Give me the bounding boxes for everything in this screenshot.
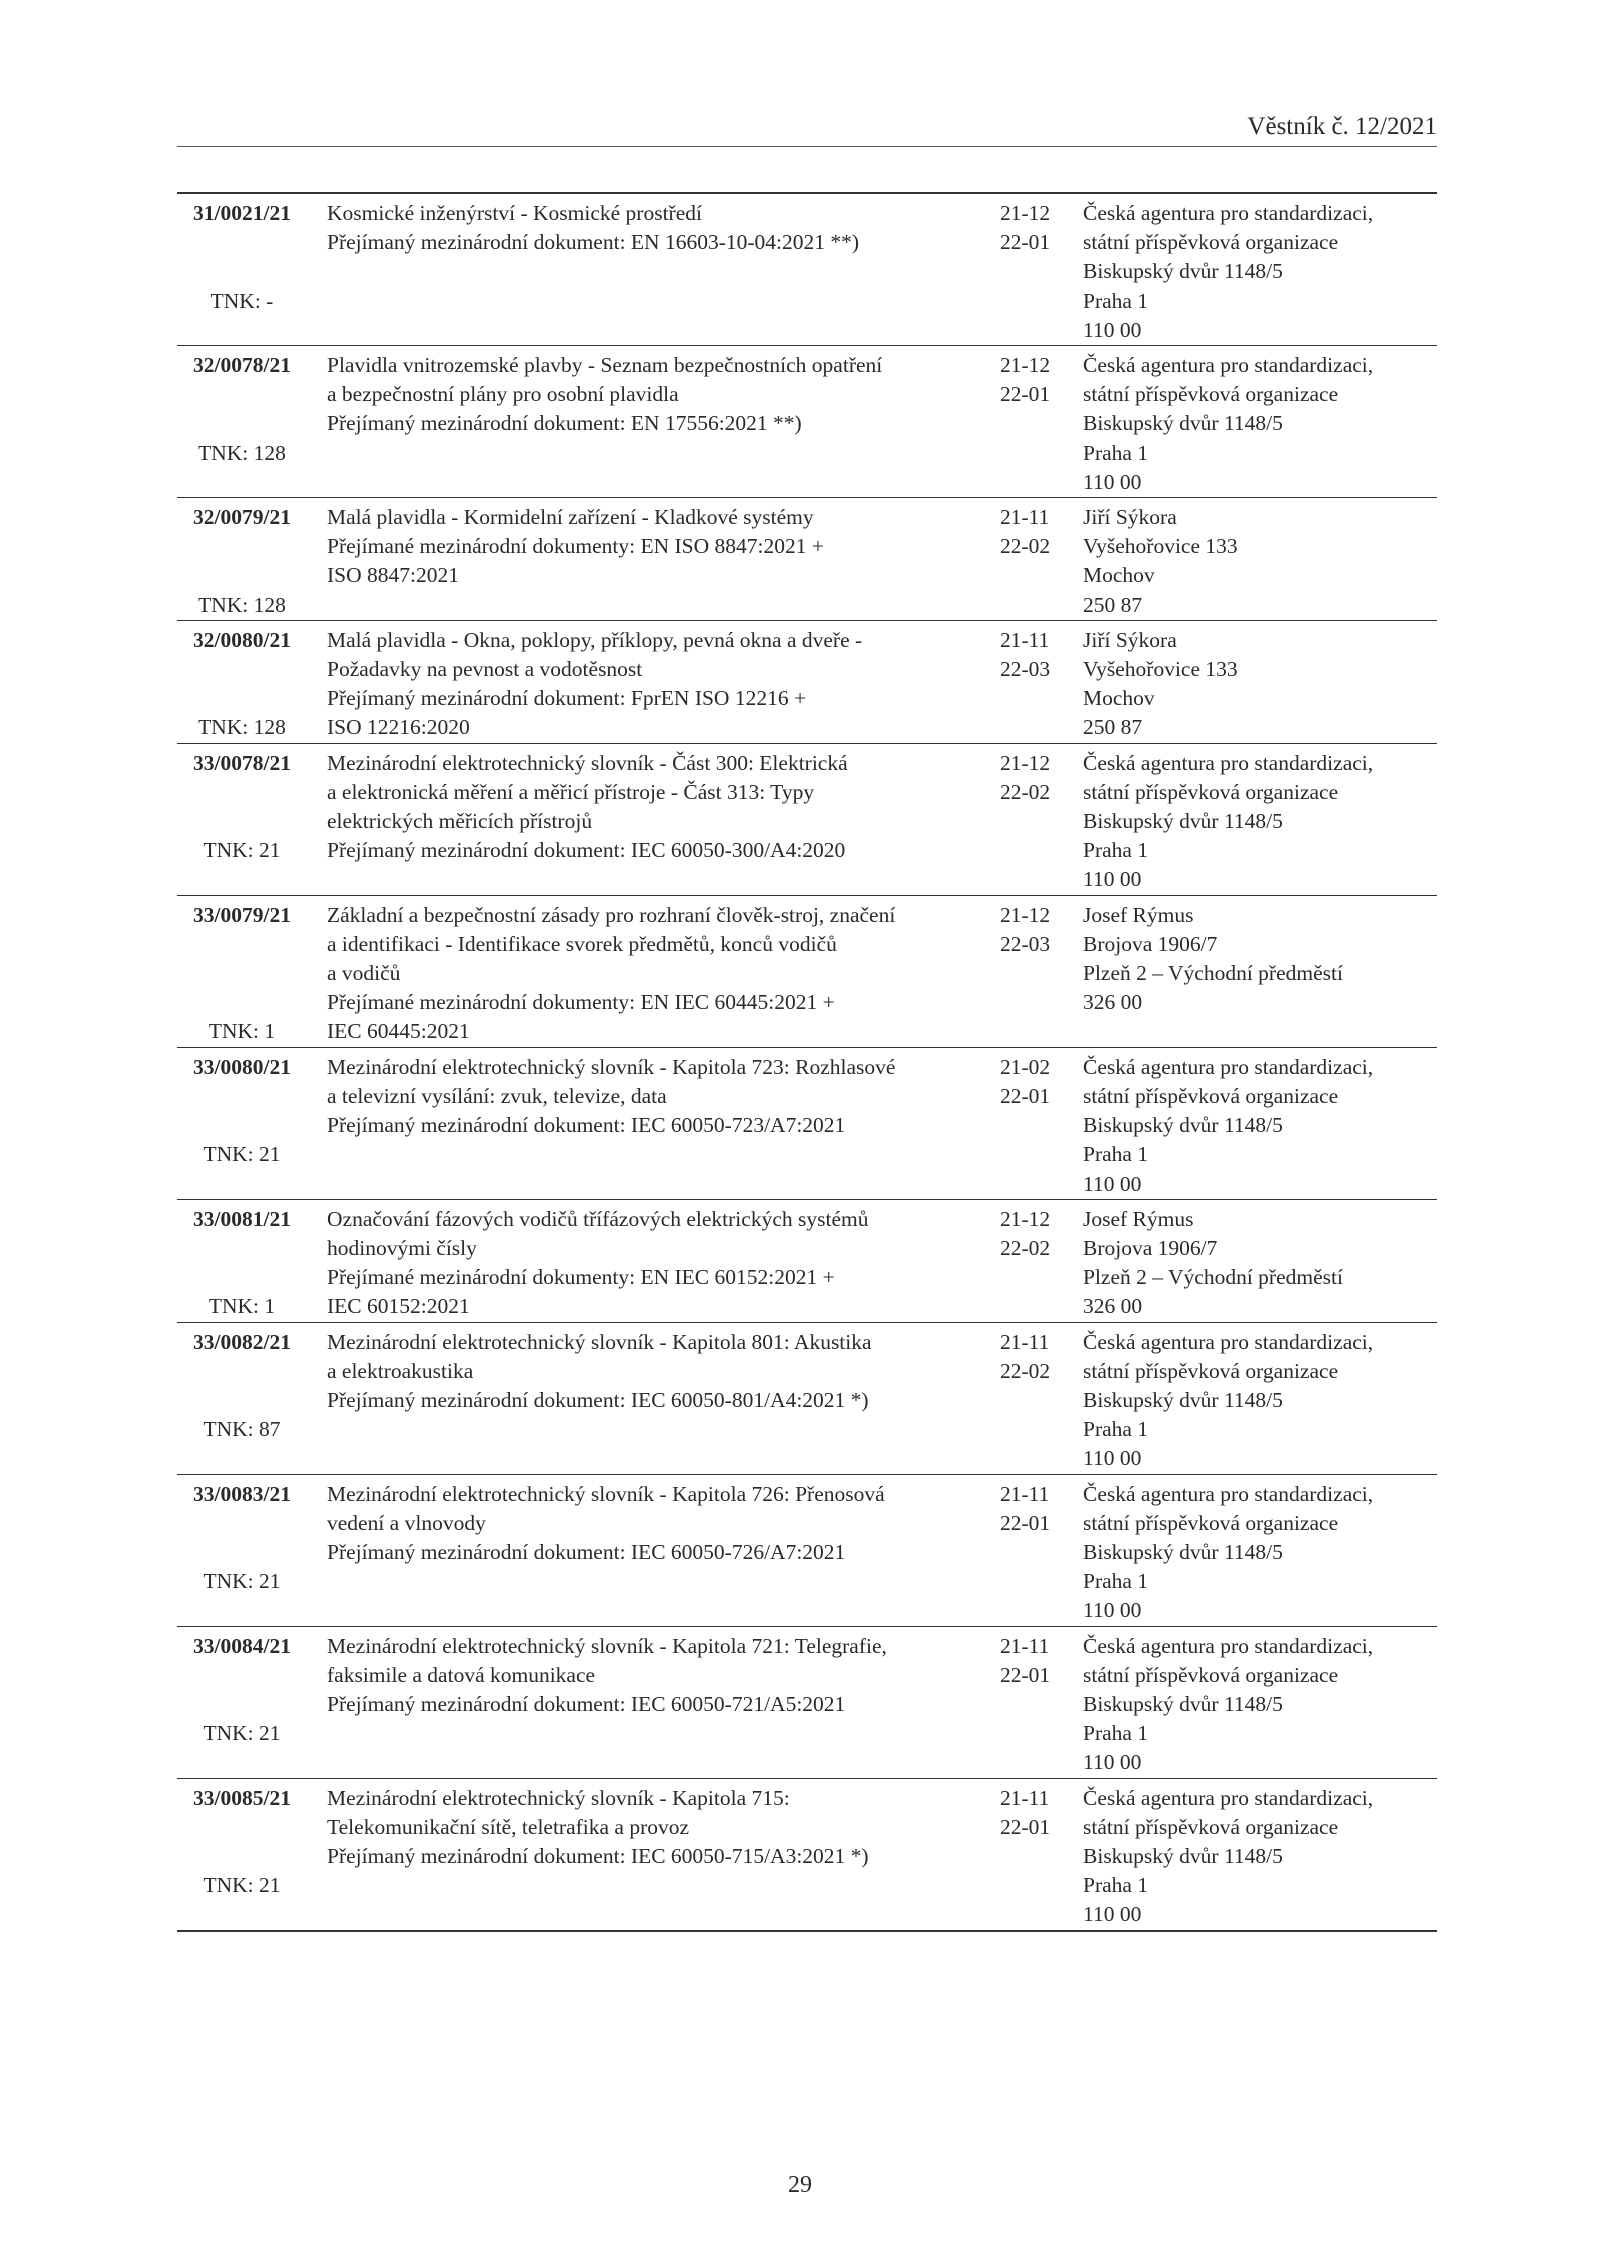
entry-title-line: IEC 60152:2021 [327,1294,470,1319]
entry-title-line: Přejímaný mezinárodní dokument: IEC 60050-801/A4:2021 *) [327,1387,869,1412]
entry-number: 32/0080/21 [193,627,291,652]
entry-id-cell [177,498,307,621]
entry-date: 22-01 [1000,1814,1051,1839]
entry-title-line: ISO 12216:2020 [327,715,470,740]
entry-title-cell [307,1778,990,1931]
entry-address-cell [1075,193,1437,346]
entry-title-line: Telekomunikační sítě, teletrafika a provoz [327,1814,690,1839]
entry-title-line: Mezinárodní elektrotechnický slovník - Kapitola 715: [327,1785,790,1810]
entry-id-cell [177,346,307,498]
entry-address-cell [1075,743,1437,895]
entry-id-block [177,1328,307,1445]
entry-title-line: Přejímaný mezinárodní dokument: EN 16603-10-04:2021 **) [327,230,860,255]
entry-address-cell [1075,1626,1437,1778]
entry-title-line: a bezpečnostní plány pro osobní plavidla [327,382,679,407]
entry-title-line: a elektronická měření a měřicí přístroje - Část 313: Typy [327,779,815,804]
entry-date: 22-01 [1000,1510,1051,1535]
tnk-code: TNK: 87 [203,1417,281,1442]
entry-title-line: Přejímané mezinárodní dokumenty: EN IEC 60445:2021 + [327,990,835,1015]
entry-id-cell [177,193,307,346]
address-line: Česká agentura pro standardizaci, [1083,353,1374,378]
tnk-code: TNK: 128 [198,715,286,740]
entry-dates-cell [990,1322,1075,1474]
entry-title-line: faksimile a datová komunikace [327,1662,596,1687]
address-line: Biskupský dvůr 1148/5 [1083,1539,1283,1564]
table-row [177,895,1437,1047]
address-line: Biskupský dvůr 1148/5 [1083,1843,1283,1868]
table-row [177,620,1437,743]
entry-date: 22-02 [1000,779,1051,804]
entry-dates-cell [990,346,1075,498]
table-row [177,1199,1437,1322]
entry-id-block [177,626,307,743]
entry-title-cell [307,498,990,621]
entry-id-block [177,199,307,316]
entry-date: 21-12 [1000,201,1051,225]
tnk-code: TNK: 21 [203,1721,281,1746]
entry-date: 21-11 [1000,1785,1050,1810]
table-row [177,498,1437,621]
entry-address-cell [1075,1322,1437,1474]
entry-title-line: a identifikaci - Identifikace svorek předmětů, konců vodičů [327,931,837,956]
entry-title-line: Přejímaný mezinárodní dokument: FprEN ISO 12216 + [327,686,807,711]
address-line: 326 00 [1083,1294,1143,1319]
entry-id-cell [177,1199,307,1322]
entry-date: 22-01 [1000,1083,1051,1108]
entry-date: 22-01 [1000,230,1051,255]
entry-number: 33/0084/21 [193,1633,291,1658]
entry-id-cell [177,620,307,743]
bulletin-title: Věstník č. 12/2021 [1247,113,1437,140]
entry-date: 21-11 [1000,1481,1050,1506]
entry-date: 21-12 [1000,1206,1051,1231]
address-line: státní příspěvková organizace [1083,779,1339,804]
table-row [177,743,1437,895]
table-row [177,1474,1437,1626]
entry-id-block [177,1632,307,1749]
address-line: 110 00 [1083,1446,1142,1471]
entry-dates-cell [990,1626,1075,1778]
address-line: státní příspěvková organizace [1083,1510,1339,1535]
entry-id-block [177,1480,307,1597]
address-line: Josef Rýmus [1083,1206,1194,1231]
entry-id-cell [177,1778,307,1931]
entry-number: 33/0079/21 [193,902,291,927]
entry-title-cell [307,620,990,743]
entry-title-line: Požadavky na pevnost a vodotěsnost [327,657,643,682]
address-line: Mochov [1083,686,1155,711]
entry-date: 21-11 [1000,627,1050,652]
entry-date: 21-12 [1000,750,1051,775]
tnk-code: TNK: 21 [203,838,281,863]
entry-dates-cell [990,1474,1075,1626]
entry-title-line: Mezinárodní elektrotechnický slovník - Kapitola 723: Rozhlasové [327,1054,896,1079]
address-line: 250 87 [1083,715,1143,740]
table-row [177,1322,1437,1474]
entry-title-cell [307,346,990,498]
entry-number: 33/0081/21 [193,1206,291,1231]
address-line: Josef Rýmus [1083,902,1194,927]
entry-id-cell [177,1047,307,1199]
entry-number: 33/0082/21 [193,1329,291,1354]
entry-date: 21-12 [1000,902,1051,927]
entry-title-line: Označování fázových vodičů třífázových elektrických systémů [327,1206,869,1231]
entry-title-cell [307,1626,990,1778]
address-line: Praha 1 [1083,838,1149,863]
address-line: 110 00 [1083,1171,1142,1196]
address-line: státní příspěvková organizace [1083,1662,1339,1687]
entry-id-block [177,749,307,866]
entry-date: 22-02 [1000,1235,1051,1260]
entry-dates-cell [990,1199,1075,1322]
address-line: 326 00 [1083,990,1143,1015]
entry-number: 31/0021/21 [193,201,291,225]
entry-title-line: ISO 8847:2021 [327,563,459,588]
entry-title-line: Přejímaný mezinárodní dokument: IEC 60050-723/A7:2021 [327,1113,846,1138]
entry-address-cell [1075,1047,1437,1199]
entry-number: 33/0083/21 [193,1481,291,1506]
entry-title-line: a televizní vysílání: zvuk, televize, data [327,1083,667,1108]
entry-id-cell [177,1626,307,1778]
entry-title-line: elektrických měřicích přístrojů [327,809,593,834]
address-line: 250 87 [1083,592,1143,617]
address-line: Biskupský dvůr 1148/5 [1083,411,1283,436]
table-row [177,193,1437,346]
address-line: státní příspěvková organizace [1083,1083,1339,1108]
address-line: Biskupský dvůr 1148/5 [1083,809,1283,834]
address-line: 110 00 [1083,1598,1142,1623]
entry-number: 33/0078/21 [193,750,291,775]
address-line: Praha 1 [1083,1417,1149,1442]
address-line: Biskupský dvůr 1148/5 [1083,1113,1283,1138]
tnk-code: TNK: 21 [203,1873,281,1898]
entry-id-cell [177,1322,307,1474]
entry-title-line: IEC 60445:2021 [327,1019,470,1044]
entry-title-cell [307,1322,990,1474]
entry-id-block [177,503,307,620]
address-line: Česká agentura pro standardizaci, [1083,201,1374,225]
entry-address-cell [1075,1778,1437,1931]
entry-date: 22-01 [1000,1662,1051,1687]
address-line: Biskupský dvůr 1148/5 [1083,1387,1283,1412]
entry-title-line: vedení a vlnovody [327,1510,486,1535]
address-line: Praha 1 [1083,440,1149,465]
entry-title-line: a elektroakustika [327,1358,474,1383]
entry-address-cell [1075,895,1437,1047]
entry-dates-cell [990,1778,1075,1931]
address-line: státní příspěvková organizace [1083,382,1339,407]
entry-number: 32/0078/21 [193,353,291,378]
entry-title-line: Malá plavidla - Okna, poklopy, příklopy, pevná okna a dveře - [327,627,863,652]
entry-id-cell [177,743,307,895]
entry-title-line: a vodičů [327,961,401,986]
address-line: Česká agentura pro standardizaci, [1083,1633,1374,1658]
address-line: Plzeň 2 – Východní předměstí [1083,961,1343,986]
standards-table [177,192,1437,1932]
entry-address-cell [1075,620,1437,743]
entry-title-line: Přejímaný mezinárodní dokument: IEC 60050-726/A7:2021 [327,1539,846,1564]
address-line: Praha 1 [1083,1142,1149,1167]
address-line: Praha 1 [1083,1721,1149,1746]
entry-date: 22-01 [1000,382,1051,407]
tnk-code: TNK: 21 [203,1569,281,1594]
entry-date: 21-11 [1000,1633,1050,1658]
table-row [177,1626,1437,1778]
address-line: Vyšehořovice 133 [1083,657,1238,682]
entry-id-block [177,351,307,468]
address-line: Praha 1 [1083,1873,1149,1898]
address-line: Česká agentura pro standardizaci, [1083,1481,1374,1506]
entry-title-cell [307,743,990,895]
entry-id-block [177,1205,307,1322]
entry-date: 22-02 [1000,534,1051,559]
entry-id-cell [177,1474,307,1626]
entry-title-line: Mezinárodní elektrotechnický slovník - Část 300: Elektrická [327,750,848,775]
address-line: státní příspěvková organizace [1083,230,1339,255]
address-line: Mochov [1083,563,1155,588]
entry-title-line: Plavidla vnitrozemské plavby - Seznam bezpečnostních opatření [327,353,883,378]
standards-table-body [177,193,1437,1931]
tnk-code: TNK: - [210,288,274,313]
entry-number: 32/0079/21 [193,505,291,530]
page-header [177,112,1437,147]
entry-title-cell [307,1047,990,1199]
tnk-code: TNK: 1 [208,1019,276,1044]
table-row [177,1047,1437,1199]
entry-title-line: Základní a bezpečnostní zásady pro rozhraní člověk-stroj, značení [327,902,896,927]
table-row [177,1778,1437,1931]
entry-date: 21-12 [1000,353,1051,378]
entry-address-cell [1075,498,1437,621]
address-line: 110 00 [1083,1750,1142,1775]
entry-title-line: Mezinárodní elektrotechnický slovník - Kapitola 801: Akustika [327,1329,872,1354]
address-line: 110 00 [1083,1902,1142,1927]
entry-number: 33/0085/21 [193,1785,291,1810]
tnk-code: TNK: 128 [198,592,286,617]
entry-title-line: Malá plavidla - Kormidelní zařízení - Kladkové systémy [327,505,814,530]
entry-date: 22-03 [1000,657,1051,682]
entry-date: 22-03 [1000,931,1051,956]
entry-title-line: Kosmické inženýrství - Kosmické prostředí [327,201,702,225]
address-line: Česká agentura pro standardizaci, [1083,750,1374,775]
entry-title-cell [307,895,990,1047]
address-line: Jiří Sýkora [1083,505,1177,530]
tnk-code: TNK: 21 [203,1142,281,1167]
address-line: Biskupský dvůr 1148/5 [1083,259,1283,284]
entry-title-line: Přejímaný mezinárodní dokument: EN 17556:2021 **) [327,411,802,436]
address-line: 110 00 [1083,867,1142,892]
entry-title-line: Přejímaný mezinárodní dokument: IEC 60050-721/A5:2021 [327,1691,846,1716]
table-row [177,346,1437,498]
tnk-code: TNK: 128 [198,440,286,465]
entry-date: 21-11 [1000,1329,1050,1354]
entry-title-line: hodinovými čísly [327,1235,477,1260]
entry-title-cell [307,1474,990,1626]
entry-title-cell [307,1199,990,1322]
entry-dates-cell [990,895,1075,1047]
entry-id-cell [177,895,307,1047]
address-line: Česká agentura pro standardizaci, [1083,1785,1374,1810]
address-line: Brojova 1906/7 [1083,931,1218,956]
entry-dates-cell [990,743,1075,895]
entry-title-cell [307,193,990,346]
entry-id-block [177,1784,307,1901]
address-line: Plzeň 2 – Východní předměstí [1083,1265,1343,1290]
tnk-code: TNK: 1 [208,1294,276,1319]
entry-title-line: Mezinárodní elektrotechnický slovník - Kapitola 726: Přenosová [327,1481,885,1506]
address-line: Vyšehořovice 133 [1083,534,1238,559]
address-line: Česká agentura pro standardizaci, [1083,1329,1374,1354]
address-line: Praha 1 [1083,288,1149,313]
entry-number: 33/0080/21 [193,1054,291,1079]
address-line: Praha 1 [1083,1569,1149,1594]
address-line: 110 00 [1083,317,1142,342]
entry-title-line: Přejímané mezinárodní dokumenty: EN ISO 8847:2021 + [327,534,824,559]
entry-dates-cell [990,1047,1075,1199]
page-number: 29 [788,2172,812,2198]
address-line: Česká agentura pro standardizaci, [1083,1054,1374,1079]
entry-title-line: Přejímané mezinárodní dokumenty: EN IEC 60152:2021 + [327,1265,835,1290]
entry-dates-cell [990,498,1075,621]
entry-address-cell [1075,346,1437,498]
entry-dates-cell [990,193,1075,346]
entry-id-block [177,901,307,1047]
entry-address-cell [1075,1474,1437,1626]
entry-dates-cell [990,620,1075,743]
entry-date: 21-11 [1000,505,1050,530]
address-line: 110 00 [1083,469,1142,494]
entry-id-block [177,1053,307,1170]
address-line: Biskupský dvůr 1148/5 [1083,1691,1283,1716]
entry-date: 21-02 [1000,1054,1051,1079]
entry-title-line: Přejímaný mezinárodní dokument: IEC 60050-300/A4:2020 [327,838,846,863]
entry-title-line: Mezinárodní elektrotechnický slovník - Kapitola 721: Telegrafie, [327,1633,887,1658]
address-line: státní příspěvková organizace [1083,1358,1339,1383]
address-line: Brojova 1906/7 [1083,1235,1218,1260]
address-line: Jiří Sýkora [1083,627,1177,652]
entry-title-line: Přejímaný mezinárodní dokument: IEC 60050-715/A3:2021 *) [327,1843,869,1868]
address-line: státní příspěvková organizace [1083,1814,1339,1839]
entry-date: 22-02 [1000,1358,1051,1383]
entry-address-cell [1075,1199,1437,1322]
